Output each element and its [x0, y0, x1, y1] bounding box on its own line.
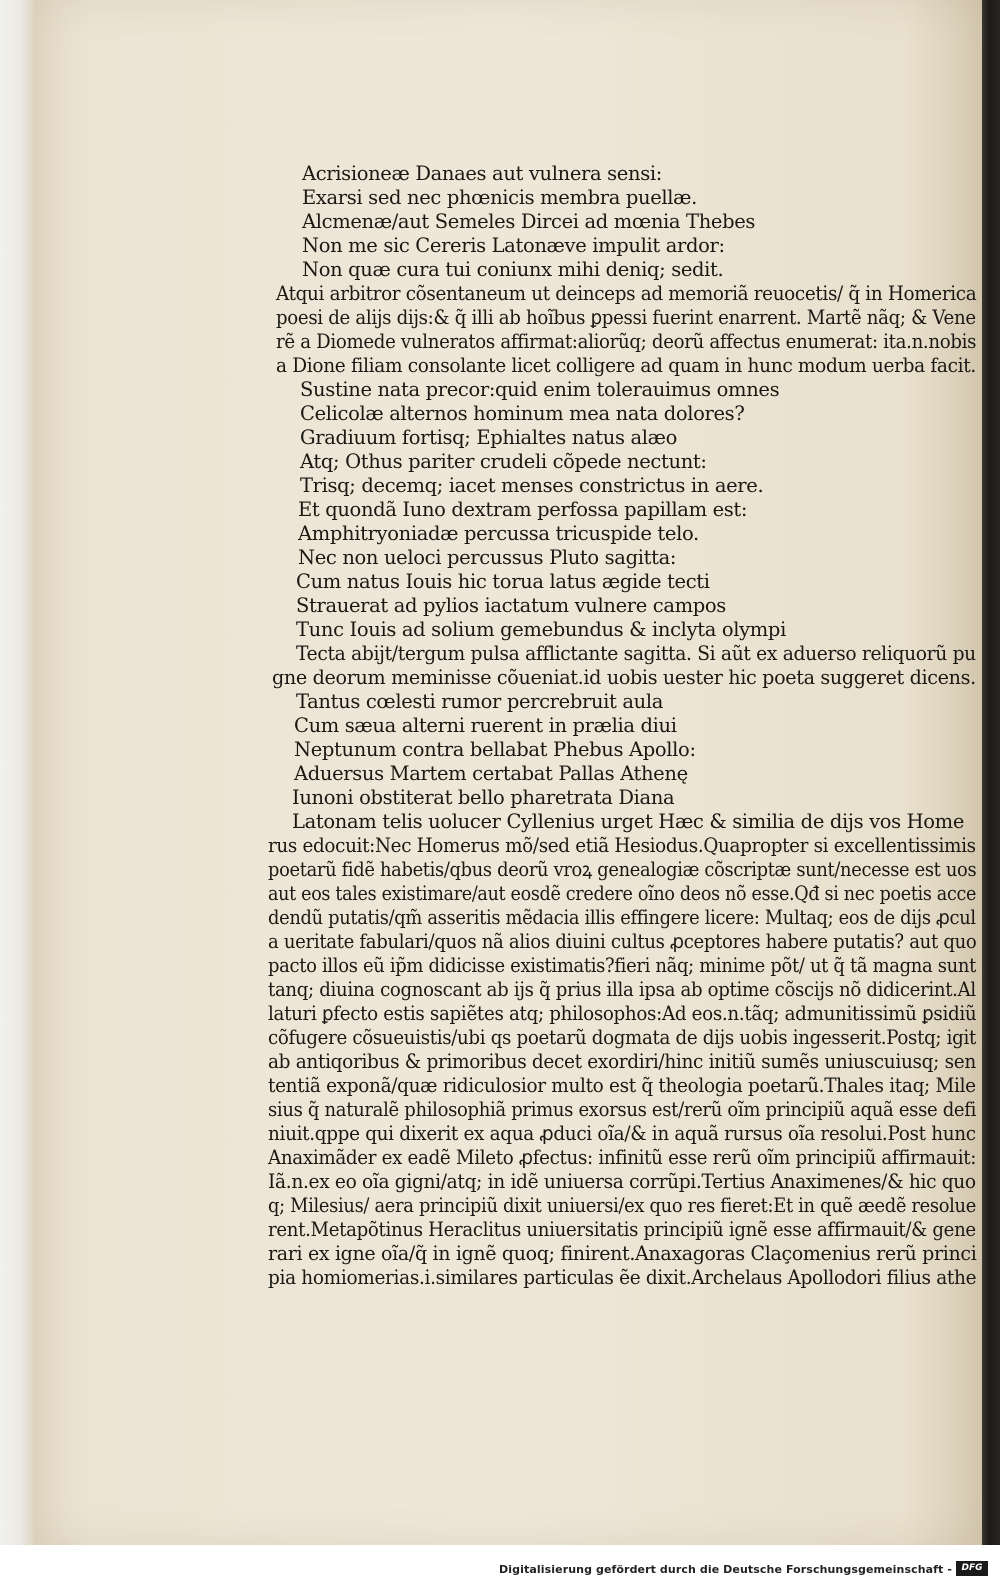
text-line: Tecta abijt/tergum pulsa afflictante sagitta. Si aũt ex aduerso reliquorũ pu	[296, 642, 976, 665]
text-line: a Dione filiam consolante licet colligere ad quam in hunc modum uerba facit.	[276, 354, 976, 377]
text-line: Exarsi sed nec phœnicis membra puellæ.	[302, 186, 697, 209]
dfg-logo: DFG	[956, 1561, 988, 1576]
text-line: pacto illos eũ ip̃m didicisse existimatis?fieri nãq; minime põt/ ut q̃ tã magna sunt	[268, 954, 976, 977]
text-line: dendũ putatis/qm̃ asseritis mẽdacia illis effingere licere: Multaq; eos de dijs ꝓcul	[268, 906, 976, 929]
text-line: rari ex igne oĩa/q̃ in ignẽ quoq; finirent.Anaxagoras Claçomenius rerũ princi	[268, 1242, 977, 1265]
text-line: Strauerat ad pylios iactatum vulnere campos	[296, 594, 726, 617]
text-line: tentiã exponã/quæ ridiculosior multo est q̃ theologia poetarũ.Thales itaq; Mile	[268, 1074, 976, 1097]
text-line: Non me sic Cereris Latonæve impulit ardor:	[302, 234, 725, 257]
text-line: Non quæ cura tui coniunx mihi deniq; sedit.	[302, 258, 724, 281]
text-line: tanq; diuina cognoscant ab ijs q̃ prius illa ipsa ab optime cõscijs nõ didicerint.Al	[268, 978, 976, 1001]
text-line: Tunc Iouis ad solium gemebundus & inclyta olympi	[296, 618, 786, 641]
text-line: poesi de aliјs dijs:& q̃ illi ab hoĩbus ꝑpessi fuerint enarrent. Martẽ nãq; & Vene	[276, 306, 976, 329]
text-line: pia homiomerias.i.similares particulas ẽe dixit.Archelaus Apollodori filius athe	[268, 1266, 977, 1289]
text-line: niuit.qppe qui dixerit ex aqua ꝓduci oĩa/& in aquã rursus oĩa resolui.Post hunc	[268, 1122, 976, 1145]
text-line: rẽ a Diomede vulneratos affirmat:aliorũq; deorũ affectus enumerat: ita.n.nobis	[276, 330, 977, 353]
text-line: Iã.n.ex eo oĩa gigni/atq; in idẽ uniuersa corrũpi.Tertius Anaximenes/& hic quo	[268, 1170, 976, 1193]
text-line: Et quondã Iuno dextram perfossa papillam est:	[298, 498, 748, 521]
text-line: gne deorum meminisse cõueniat.id uobis uester hic poeta suggeret dicens.	[272, 666, 976, 689]
text-line: Nec non ueloci percussus Pluto sagitta:	[298, 546, 677, 569]
text-line: Anaximãder ex eadẽ Mileto ꝓfectus: infinitũ esse rerũ oĩm principiũ affirmauit:	[268, 1146, 977, 1169]
text-line: rent.Metapõtinus Heraclitus uniuersitatis principiũ ignẽ esse affirmauit/& gene	[268, 1218, 976, 1241]
text-line: a ueritate fabulari/quos nã alios diuini cultus ꝓceptores habere putatis? aut quo	[268, 930, 977, 953]
text-line: ab antiqoribus & primoribus decet exordiri/hinc initiũ sumẽs uniuscuiusq; sen	[268, 1050, 976, 1073]
text-line: Latonam telis uolucer Cyllenius urget Hæc & similia de dijs vos Home	[292, 810, 965, 833]
text-line: Sustine nata precor:quid enim tolerauimus omnes	[300, 378, 780, 401]
text-line: Celicolæ alternos hominum mea nata dolores?	[300, 402, 745, 425]
text-line: Acrisioneæ Danaes aut vulnera sensi:	[302, 162, 662, 185]
text-line: Cum natus Iouis hic torua latus ægide tecti	[296, 570, 710, 593]
text-line: cõfugere cõsueuistis/ubi qs poetarũ dogmata de dijs uobis ingesserit.Postq; igit	[268, 1026, 977, 1049]
text-line: Atq; Othus pariter crudeli cõpede nectunt:	[300, 450, 707, 473]
left-margin-edge	[0, 0, 34, 1545]
funding-credit: Digitalisierung gefördert durch die Deutsche Forschungsgemeinschaft -	[499, 1563, 952, 1576]
text-line: Trisq; decemq; iacet menses constrictus in aere.	[300, 474, 764, 497]
text-line: Amphitryoniadæ percussa tricuspide telo.	[298, 522, 699, 545]
text-line: Neptunum contra bellabat Phebus Apollo:	[294, 738, 696, 761]
text-line: Aduersus Martem certabat Pallas Athenę	[294, 762, 688, 785]
text-line: sius q̃ naturalẽ philosophiã primus exorsus est/rerũ oĩm principiũ aquã esse defi	[268, 1098, 977, 1121]
text-line: laturi ꝑfecto estis sapiẽtes atq; philosophos:Ad eos.n.tãq; admunitissimũ ꝑsidiũ	[268, 1002, 977, 1025]
text-line: Alcmenæ/aut Semeles Dircei ad mœnia Thebes	[302, 210, 756, 233]
text-line: Tantus cœlesti rumor percrebruit aula	[296, 690, 664, 713]
text-line: rus edocuit:Nec Homerus mõ/sed etiã Hesiodus.Quapropter si excellentissimis	[268, 834, 976, 857]
text-line: Cum sæua alterni ruerent in prælia diui	[294, 714, 677, 737]
text-line: aut eos tales existimare/aut eosdẽ credere oĩno deos nõ esse.Qđ si nec poetis acce	[268, 882, 977, 905]
text-line: Gradiuum fortisq; Ephialtes natus alæo	[300, 426, 678, 449]
text-line: q; Milesius/ aera principiũ dixit uniuersi/ex quo res fieret:Et in quẽ æedẽ resolue	[268, 1194, 977, 1217]
text-line: Atqui arbitror cõsentaneum ut deinceps ad memoriã reuocetis/ q̃ in Homerica	[276, 282, 977, 305]
book-spine	[982, 0, 1000, 1545]
text-line: poetarũ fidẽ habetis/qbus deorũ vroꝝ genealogiæ cõscriptæ sunt/necesse est uos	[268, 858, 977, 881]
text-line: Iunoni obstiterat bello pharetrata Diana	[292, 786, 675, 809]
